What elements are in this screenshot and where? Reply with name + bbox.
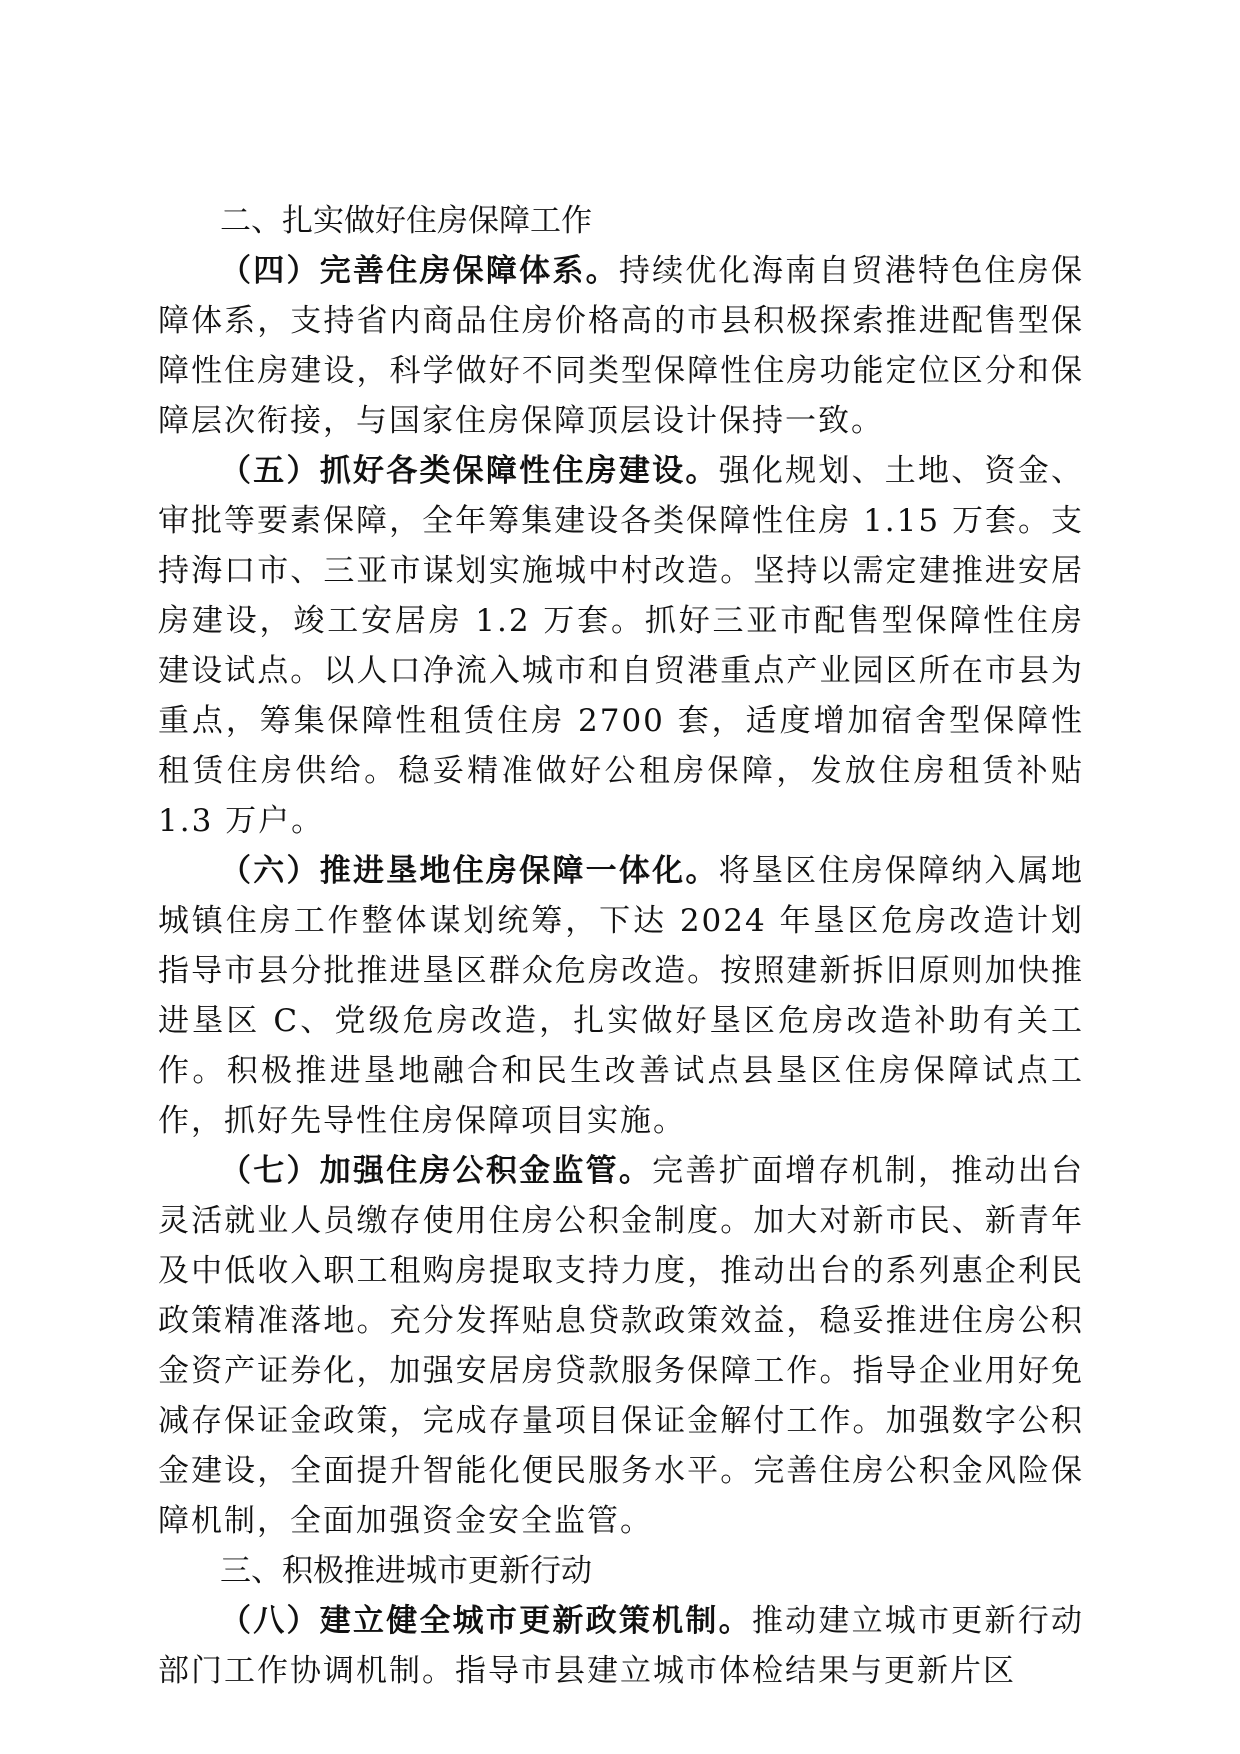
paragraph-4-body: 持续优化海南自贸港特色住房保障体系，支持省内商品住房价格高的市县积极探索推进配售型保障性住房建设，科学做好不同类型保障性住房功能定位区分和保障层次衔接，与国家住房保障顶层设计保持一致。 [158,253,1085,439]
paragraph-5 [158,446,1084,846]
section-heading-housing-security: 二、扎实做好住房保障工作 [220,203,592,239]
paragraph-4-lead: （四）完善住房保障体系。 [220,253,619,289]
paragraph-6-lead: （六）推进垦地住房保障一体化。 [220,853,719,889]
paragraph-5-body: 强化规划、土地、资金、审批等要素保障，全年筹集建设各类保障性住房 1.15 万套。支持海口市、三亚市谋划实施城中村改造。坚持以需定建推进安居房建设，竣工安居房 1.2 万套。抓好三亚市配售型保障性住房建设试点。以人口净流入城市和自贸港重点产业园区所在市县为重点，筹集保障性租赁住房 2700 套，适度增加宿舍型保障性租赁住房供给。稳妥精准做好公租房保障，发放住房租赁补贴 1.3 万户。 [158,453,1085,839]
paragraph-8-lead: （八）建立健全城市更新政策机制。 [220,1603,752,1639]
document-body [158,196,1084,1696]
paragraph-8 [158,1596,1084,1696]
paragraph-5-lead: （五）抓好各类保障性住房建设。 [220,453,719,489]
paragraph-6 [158,846,1084,1146]
section-heading-urban-renewal: 三、积极推进城市更新行动 [220,1553,592,1589]
paragraph-8-body: 推动建立城市更新行动部门工作协调机制。指导市县建立城市体检结果与更新片区 [158,1603,1085,1689]
paragraph-6-body: 将垦区住房保障纳入属地城镇住房工作整体谋划统筹，下达 2024 年垦区危房改造计划指导市县分批推进垦区群众危房改造。按照建新拆旧原则加快推进垦区 C、党级危房改造，扎实做好垦区危房改造补助有关工作。积极推进垦地融合和民生改善试点县垦区住房保障试点工作，抓好先导性住房保障项目实施。 [158,853,1085,1139]
paragraph-7 [158,1146,1084,1546]
paragraph-7-body: 完善扩面增存机制，推动出台灵活就业人员缴存使用住房公积金制度。加大对新市民、新青年及中低收入职工租购房提取支持力度，推动出台的系列惠企利民政策精准落地。充分发挥贴息贷款政策效益，稳妥推进住房公积金资产证券化，加强安居房贷款服务保障工作。指导企业用好免减存保证金政策，完成存量项目保证金解付工作。加强数字公积金建设，全面提升智能化便民服务水平。完善住房公积金风险保障机制，全面加强资金安全监管。 [158,1153,1085,1539]
paragraph-4 [158,246,1084,446]
paragraph-7-lead: （七）加强住房公积金监管。 [220,1153,653,1189]
